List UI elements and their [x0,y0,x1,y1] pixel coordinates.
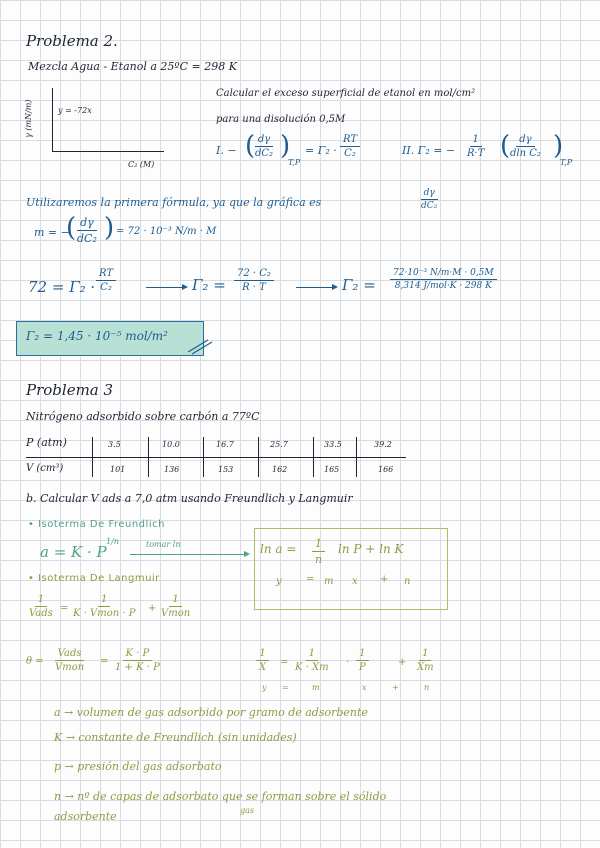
theta-equals: = [100,656,109,667]
lang2-map-n: n [424,683,430,692]
ln-map-y: y [276,576,282,587]
solve-mid: Γ₂ = [192,276,226,294]
def-n-line-2: adsorbente [54,810,117,823]
formula-2-prefix: II. Γ₂ = − [402,144,456,157]
lang2-rhs [414,648,437,673]
table-cell: 165 [324,465,340,474]
solve-left-num: RT [96,268,116,281]
problem-2-title: Problema 2. [26,32,118,50]
table-cell: 153 [218,465,234,474]
graph-x-axis [52,151,164,152]
slope-value: = 72 · 10⁻³ N/m · M [116,226,217,237]
solve-mid-num: 72 · C₂ [234,268,274,281]
formula-2-frac [464,134,487,159]
theta-den-2: 1 + K · P [115,662,160,673]
theta-num-2: K · P [123,648,153,661]
table-row-p-label: P (atm) [26,436,67,449]
formula-1-close-paren: ) [280,131,291,161]
lang2-map-plus: + [392,683,399,692]
lang2-map-m: m [312,683,320,692]
lang2-mid-den: K · Xm [295,662,329,673]
solve-right-num: 72·10⁻³ N/m·M · 0,5M [390,268,497,280]
table-cell: 10.0 [162,440,180,449]
formula-1-open-paren: ( [245,131,256,161]
theta-num-1: Vads [55,648,85,661]
def-a: a → volumen de gas adsorbido por gramo de adsorbente [54,706,368,719]
ln-map-plus: + [380,574,389,585]
table-v-line-2 [203,437,204,477]
lang2-mid [292,648,332,673]
lang1-equals: = [60,603,69,614]
lang2-map-x: x [362,683,367,692]
lang2-lhs-den: X [259,662,267,673]
table-cell: 16.7 [216,440,234,449]
lang1-lhs [26,594,56,619]
ln-frac-den: n [315,553,323,566]
theta-frac-2 [112,648,163,673]
double-underline-mark [186,338,214,356]
use-frac-num: dγ [421,188,438,200]
lang2-dot: · [346,657,350,668]
ln-eq-left: ln a = [260,542,297,556]
lang1-rhs-num: 1 [169,594,181,607]
table-cell: 33.5 [324,440,342,449]
slope-frac [74,216,100,245]
lang1-mid-num: 1 [98,594,110,607]
use-first-formula-text: Utilizaremos la primera fórmula, ya que la gráfica es [26,196,322,209]
table-row-v-label: V (cm³) [26,463,64,474]
slope-close-paren: ) [104,213,115,243]
table-v-line-0 [92,437,93,477]
slope-den: dC₂ [77,232,97,245]
ln-frac-num: 1 [312,537,325,552]
lang1-mid [70,594,138,619]
table-cell: 39.2 [374,440,392,449]
formula-1-prefix: I. − [216,144,237,157]
ln-frac [312,537,325,566]
formula-1-rhs [340,134,360,159]
lang2-p [356,648,369,673]
formula-2-inner-frac [507,134,544,159]
graph-y-label: γ (mN/m) [24,99,33,138]
solve-right-den: 8,314 J/mol·K · 298 K [394,281,492,291]
table-cell: 166 [378,465,394,474]
graph-line-label: y = -72x [58,106,92,115]
freundlich-title: • Isoterma De Freundlich [28,519,165,530]
table-cell: 136 [164,465,180,474]
slope-open-paren: ( [66,213,77,243]
solve-left-frac [96,268,116,293]
lang1-rhs-den: Vmon [161,608,191,619]
problem-2-subtitle: Mezcla Agua - Etanol a 25ºC = 298 K [28,60,237,73]
arrow-1 [146,287,186,288]
formula-2-sub: T,P [560,158,573,167]
ln-map-x: x [352,576,358,587]
formula-2-num: 1 [470,134,482,147]
formula-2-inner-den: dln C₂ [510,148,541,159]
linearized-box [254,528,448,610]
lang2-plus: + [398,657,407,668]
slope-label: m = − [34,226,70,239]
ln-map-m: m [324,576,334,587]
lang1-plus: + [148,603,157,614]
lang2-equals: = [280,657,289,668]
lang1-rhs [158,594,193,619]
ln-map-n: n [404,576,411,587]
table-cell: 101 [110,465,126,474]
formula-2-den: R·T [467,148,485,159]
freundlich-arrow [130,554,248,555]
task-b: b. Calcular V ads a 7,0 atm usando Freundlich y Langmuir [26,492,353,505]
lang2-p-den: P [359,662,366,673]
table-v-line-5 [356,437,357,477]
formula-1-den: dC₂ [255,148,274,159]
theta-den-1: Vmon [55,662,85,673]
formula-1-eq: = Γ₂ · [305,144,337,157]
lang2-map-eq: = [282,683,289,692]
freundlich-eq: a = K · P [40,543,107,561]
solve-left-den: C₂ [100,282,112,293]
lang2-rhs-num: 1 [419,648,431,661]
formula-2-open-paren: ( [500,131,511,161]
formula-2-inner-num: dγ [516,134,534,147]
def-n-gas: gas [240,806,254,815]
problem-3-subtitle: Nitrógeno adsorbido sobre carbón a 77ºC [26,410,260,423]
solve-right-frac [390,268,497,291]
formula-1-rhs-num: RT [340,134,360,147]
lang2-mid-num: 1 [306,648,318,661]
formula-1-rhs-den: C₂ [344,148,356,159]
table-v-line-3 [258,437,259,477]
freundlich-arrow-label: tomar ln [146,540,181,549]
table-h-line [26,457,406,458]
theta-frac-1 [52,648,87,673]
formula-1-num: dγ [255,134,273,147]
result-text: Γ₂ = 1,45 · 10⁻⁵ mol/m² [26,329,168,343]
lang1-mid-den: K · Vmon · P [73,608,136,619]
ln-eq-right: ln P + ln K [338,542,404,556]
solve-mid-den: R · T [242,282,266,293]
lang2-p-num: 1 [356,648,368,661]
formula-1-frac [252,134,276,159]
arrow-2 [296,287,336,288]
lang2-map-y: y [262,683,267,692]
graph-y-axis [52,88,53,152]
use-frac-den: dC₂ [421,201,438,211]
lang2-lhs-num: 1 [256,648,268,661]
graph-x-label: C₂ (M) [128,160,155,169]
solve-left: 72 = Γ₂ · [28,278,96,296]
use-frac [418,188,440,211]
def-k: K → constante de Freundlich (sin unidades) [54,731,297,744]
langmuir-title: • Isoterma De Langmuir [28,573,160,584]
freundlich-exp: 1/n [106,537,119,546]
lang2-rhs-den: Xm [417,662,434,673]
theta-label: θ = [26,656,44,667]
table-v-line-4 [313,437,314,477]
solve-mid-frac [234,268,274,293]
table-cell: 25.7 [270,440,288,449]
table-v-line-1 [148,437,149,477]
solve-right: Γ₂ = [342,276,376,294]
table-cell: 3.5 [108,440,121,449]
table-cell: 162 [272,465,288,474]
problem-3-title: Problema 3 [26,381,114,399]
task-line-2: para una disolución 0,5M [216,114,346,125]
lang1-lhs-den: Vads [29,608,53,619]
def-n-line-1: n → nº de capas de adsorbato que se forman sobre el sólido [54,790,387,803]
task-line-1: Calcular el exceso superficial de etanol en mol/cm² [216,88,476,99]
formula-2-close-paren: ) [553,131,564,161]
def-p: p → presión del gas adsorbato [54,760,222,773]
ln-map-eq: = [306,574,315,585]
lang1-lhs-num: 1 [35,594,47,607]
slope-num: dγ [77,216,97,231]
lang2-lhs [256,648,269,673]
formula-1-sub: T,P [288,158,301,167]
